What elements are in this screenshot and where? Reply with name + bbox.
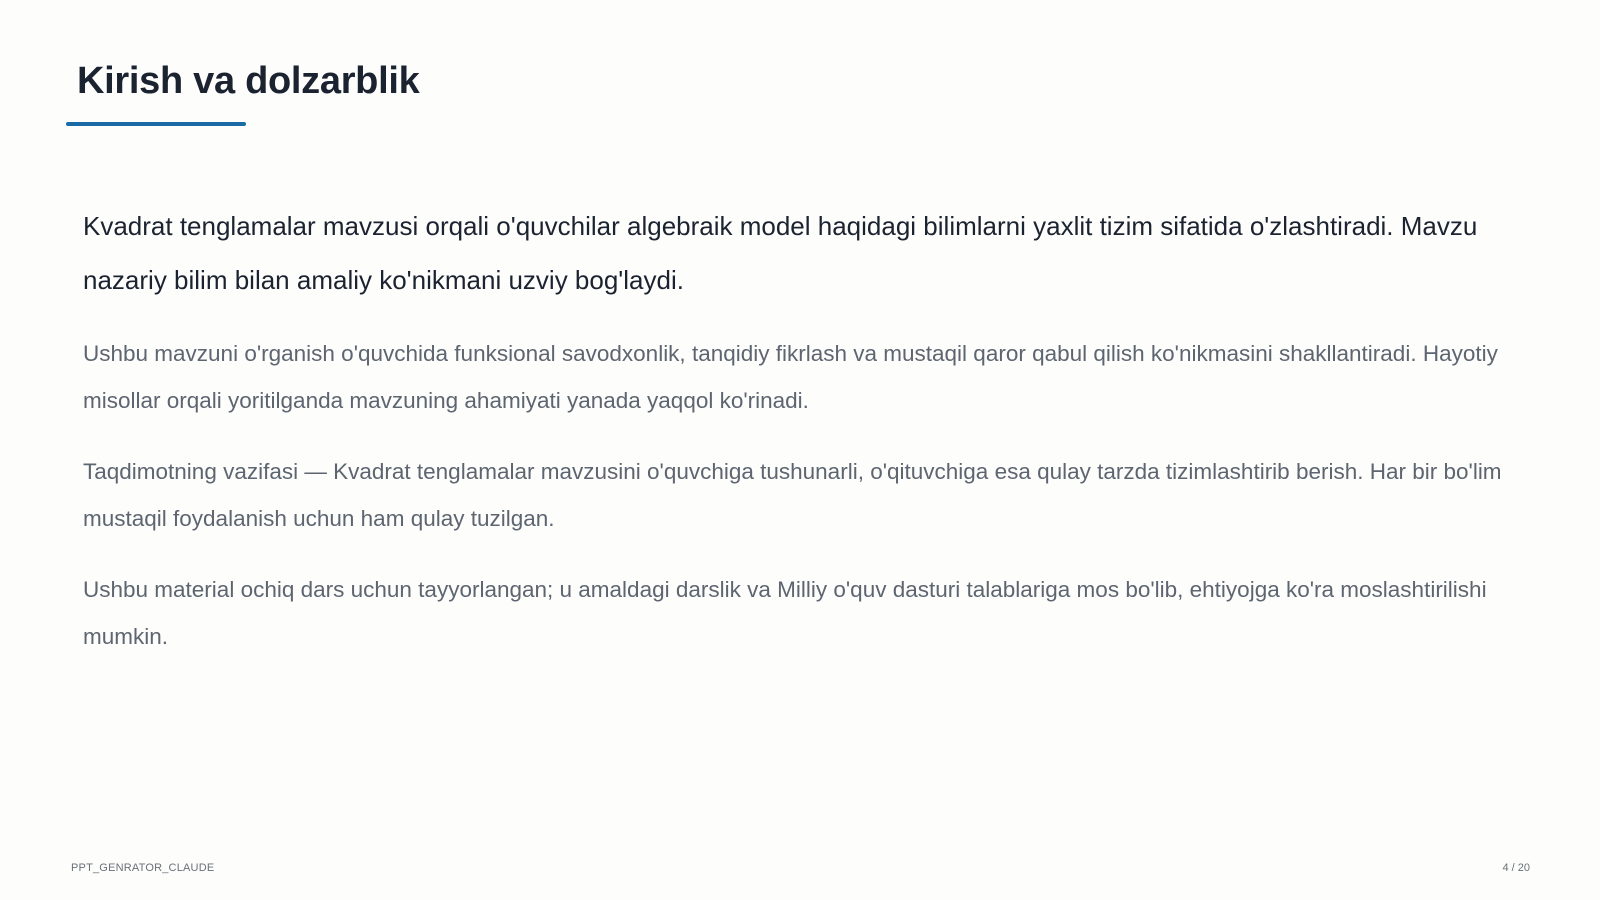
title-underline (66, 122, 246, 126)
body-paragraph-1: Ushbu mavzuni o'rganish o'quvchida funksional savodxonlik, tanqidiy fikrlash va mustaqil qaror qabul qilish ko'nikmasini shakllantiradi. Hayotiy misollar orqali yoritilganda mavzuning ahamiyati yanada yaqqol ko'rinadi. (83, 341, 1498, 413)
body-paragraph-3: Ushbu material ochiq dars uchun tayyorlangan; u amaldagi darslik va Milliy o'quv dasturi talablariga mos bo'lib, ehtiyojga ko'ra moslashtirilishi mumkin. (83, 577, 1487, 649)
slide-title: Kirish va dolzarblik (77, 60, 420, 102)
lead-paragraph: Kvadrat tenglamalar mavzusi orqali o'quvchilar algebraik model haqidagi bilimlarni yaxlit tizim sifatida o'zlashtiradi. Mavzu nazariy bilim bilan amaliy ko'nikmani uzviy bog'laydi. (83, 211, 1478, 295)
body-paragraph-2: Taqdimotning vazifasi — Kvadrat tenglamalar mavzusini o'quvchiga tushunarli, o'qituvchiga esa qulay tarzda tizimlashtirib berish. Har bir bo'lim mustaqil foydalanish uchun ham qulay tuzilgan. (83, 459, 1502, 531)
footer-source-label: PPT_GENRATOR_CLAUDE (71, 862, 215, 874)
page-number: 4 / 20 (1502, 862, 1530, 874)
